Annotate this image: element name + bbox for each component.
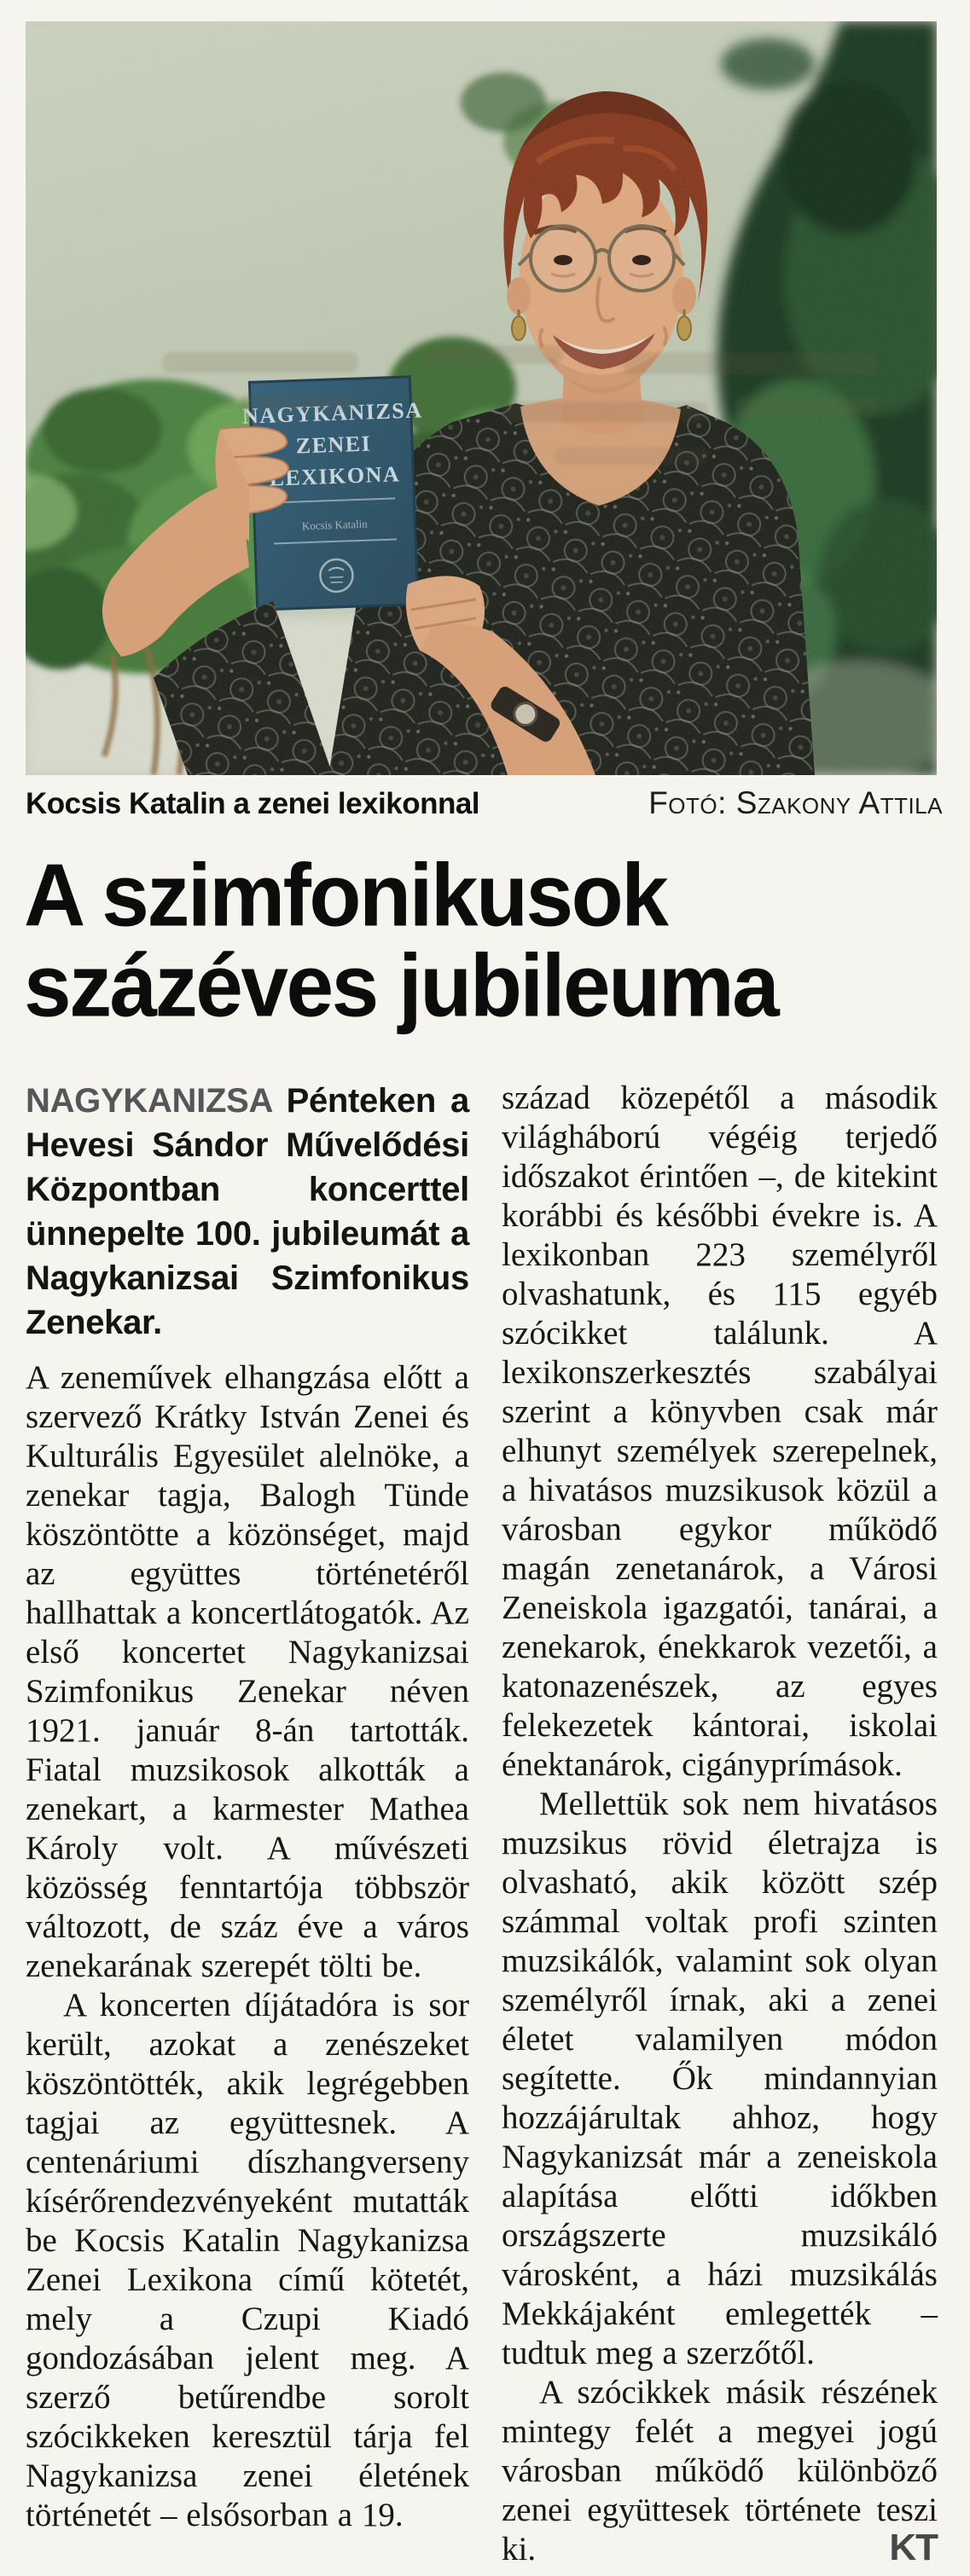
paragraph: század közepétől a második világháború végéig terjedő időszakot érintően –, de kitekint korábbi és későbbi évekre is. A lexikonban 223 személyről olvashatunk, és 115 egyéb szócikket találunk. A lexikonszerkesztés szabályai szerint a könyvben csak már elhunyt személyek szerepelnek, a hivatásos muzsikusok közül a városban egykor működő magán zenetanárok, a Városi Zeneiskola igazgatói, tanárai, a zenekarok, énekkarok vezetői, a katonazenészek, az egyes felekezetek kántorai, iskolai énektanárok, cigányprímások. <box>502 1080 938 1783</box>
photo-caption: Kocsis Katalin a zenei lexikonnal <box>26 787 480 820</box>
photo-illustration <box>26 21 937 775</box>
paragraph: A koncerten díjátadóra is sor került, azokat a zenészeket köszöntötték, akik legrégebben tagjai az együttesnek. A centenáriumi díszhangverseny kísérőrendezvényeként mutatták be Kocsis Katalin Nagykanizsa Zenei Lexikona című kötetét, mely a Czupi Kiadó gondozásában jelent meg. A szerző betűrendbe sorolt szócikkeken keresztül tárja fel Nagykanizsa zenei életének történetét – elsősorban a 19. <box>26 1987 469 2533</box>
photo-caption-row <box>26 785 943 821</box>
lead-text: Pénteken a Hevesi Sándor Művelődési Központban koncerttel ünnepelte 100. jubileumát a Nagykanizsai Szimfonikus Zenekar. <box>26 1082 469 1341</box>
article-headline <box>24 845 944 1036</box>
halftone-grain <box>26 21 937 775</box>
headline-line-2: százéves jubileuma <box>24 935 778 1036</box>
lead-paragraph <box>26 1079 469 1345</box>
newspaper-clipping <box>0 21 970 2576</box>
article-photo <box>26 21 937 775</box>
article-body <box>26 1079 944 2569</box>
paragraph <box>502 2373 938 2569</box>
column-right <box>502 1079 938 2569</box>
photo-credit: Fotó: Szakony Attila <box>648 785 943 820</box>
paragraph: A zeneművek elhangzása előtt a szervező Krátky István Zenei és Kulturális Egyesület alelnöke, a zenekar tagja, Balogh Tünde köszöntötte a közönséget, majd az együttes történetéről hallhattak a koncertlátogatók. Az első koncertet Nagykanizsai Szimfonikus Zenekar néven 1921. január 8-án tartották. Fiatal muzsikosok alkották a zenekart, a karmester Mathea Károly volt. A művészeti közösség fenntartója többször változott, de száz éve a város zenekarának szerepét tölti be. <box>26 1359 469 1984</box>
paragraph-text: A szócikkek másik részének mintegy felét a megyei jogú városban működő különböző zenei együttesek története teszi ki. <box>502 2374 938 2567</box>
headline-line-1: A szimfonikusok <box>24 845 667 946</box>
dateline: NAGYKANIZSA <box>26 1082 272 1120</box>
author-signature: KT <box>889 2527 938 2568</box>
paragraph: Mellettük sok nem hivatásos muzsikus rövid életrajza is olvasható, akik között szép számmal voltak profi szinten muzsikálók, valamint sok olyan személyről írnak, aki a zenei életet valamilyen módon segítette. Ők mindannyian hozzájárultak ahhoz, hogy Nagykanizsát már a zeneiskola alapítása előtti időkben országszerte muzsikáló városként, a házi muzsikálás Mekkájaként emlegették – tudtuk meg a szerzőtől. <box>502 1786 938 2371</box>
column-left <box>26 1079 469 2569</box>
